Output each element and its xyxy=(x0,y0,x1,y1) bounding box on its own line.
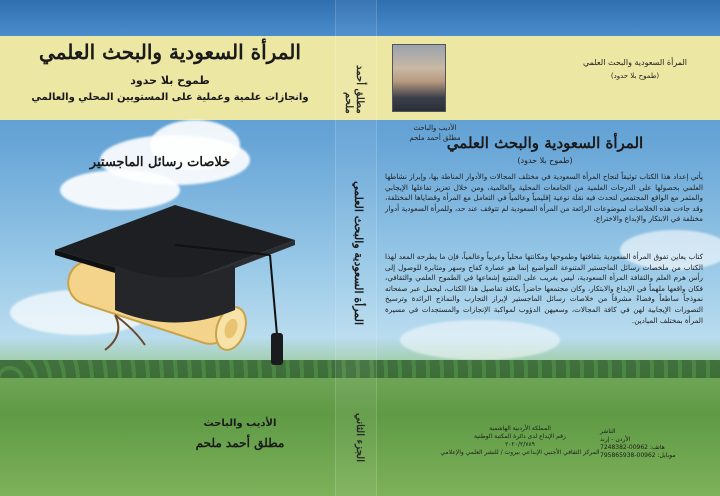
publisher-info xyxy=(440,425,600,457)
publisher-info-line: ٢٠٢٠/٢/٧٨٩ xyxy=(505,441,535,448)
publisher-contact-line: الأردن - إربد xyxy=(600,436,631,443)
author-photo xyxy=(392,44,446,112)
back-paragraph-1: يأتي إعداد هذا الكتاب توثيقاً لنجاح المرأة السعودية في مختلف المجالات والأدوار المناطة بها، وإبراز نشاطها العلمي بحصولها على الدرجات العلمية من الجامعات المحلية والعالمية، ومن خلال تعزيز تفاعلها الإيجابي والمثمر مع الواقع المجتمعي لتحدث فيه نقلة نوعية إقليمياً وعالمياً في التعامل مع المرأة وقضاياها المختلفة، وقد جاءت هذه الخلاصات لموضوعات الرائعة من المرأة السعودية لم تتوقف عند حد، وللمرأة السعودية أدوار مختلفة في الابتكار والإبداع والاختراع. xyxy=(385,172,703,224)
spine-author: مطلق أحمد ملحم xyxy=(343,65,365,114)
front-author-label: الأديب والباحث xyxy=(203,418,277,429)
back-author-name: مطلق أحمد ملحم xyxy=(409,134,461,142)
back-mini-title: المرأة السعودية والبحث العلمي xyxy=(582,58,688,67)
publisher-contact-line: موبايل: 00962-795865938 xyxy=(600,452,676,459)
graduation-cap-and-diploma-illustration xyxy=(45,195,305,375)
front-series-label: خلاصات رسائل الماجستير xyxy=(89,155,231,170)
publisher-contact-line: هاتف: 00962-7248382 xyxy=(600,444,665,451)
publisher-info-line: المملكة الأردنية الهاشمية xyxy=(489,425,551,432)
spine-title: المرأة السعودية والبحث العلمي xyxy=(352,180,365,325)
front-subtitle-1: طموح بلا حدود xyxy=(130,74,210,87)
back-mini-subtitle: (طموح بلا حدود) xyxy=(610,72,660,80)
publisher-contact xyxy=(600,428,700,460)
back-paragraph-2: كتاب يعاين تفوق المرأة السعودية بثقافتها وطموحها ومكانتها محلياً وعربياً وعالمياً، فإن ما يطرحه المعد لهذا الكتاب من ملخصات رسائل الماجستير المتنوعة المواضيع إنما هو عصارة كفاح وسهر ومثابرة للوصول إلى رأس هرم العلم والثقافة المرأة السعودية، ليس بغريب على المتتبع إشعاعها في الطموح العلمي والثقافي، فكان واقعها ملهماً في الإبداع والابتكار، وكان مجتمعها حاضراً بكافة تفاصيل هذا الكتاب، ليحمل عبر صفحاته نموذجاً ساطعاً وفضاءً مشرقاً من خلاصات رسائل الماجستير لإبراز التجارب والنماذج الرائدة وترسيخ التصورات الإيجابية لهن في كافة المجالات، وسعيهن الدؤوب لمواكبة الإنجازات والمستجدات في مسيرة المرأة بمختلف الميادين. xyxy=(385,252,703,325)
publisher-contact-line: الناشر xyxy=(600,428,616,435)
back-author-label: الأديب والباحث xyxy=(413,124,457,132)
tassel xyxy=(271,333,283,365)
front-subtitle-2: وانجازات علمية وعملية على المستويين المحلي والعالمي xyxy=(31,92,309,103)
back-subtitle: (طموح بلا حدود) xyxy=(517,156,573,165)
publisher-info-line: المركز الثقافي الأجنبي الإبداعي بيروت / للنشر العلمي والإعلامي xyxy=(440,449,600,456)
publisher-info-line: رقم الإيداع لدى دائرة المكتبة الوطنية xyxy=(474,433,566,440)
front-author-name: مطلق أحمد ملحم xyxy=(195,436,285,450)
front-title: المرأة السعودية والبحث العلمي xyxy=(39,40,301,64)
back-title: المرأة السعودية والبحث العلمي xyxy=(446,134,644,152)
spine-part: الجزء الثاني xyxy=(354,413,365,462)
